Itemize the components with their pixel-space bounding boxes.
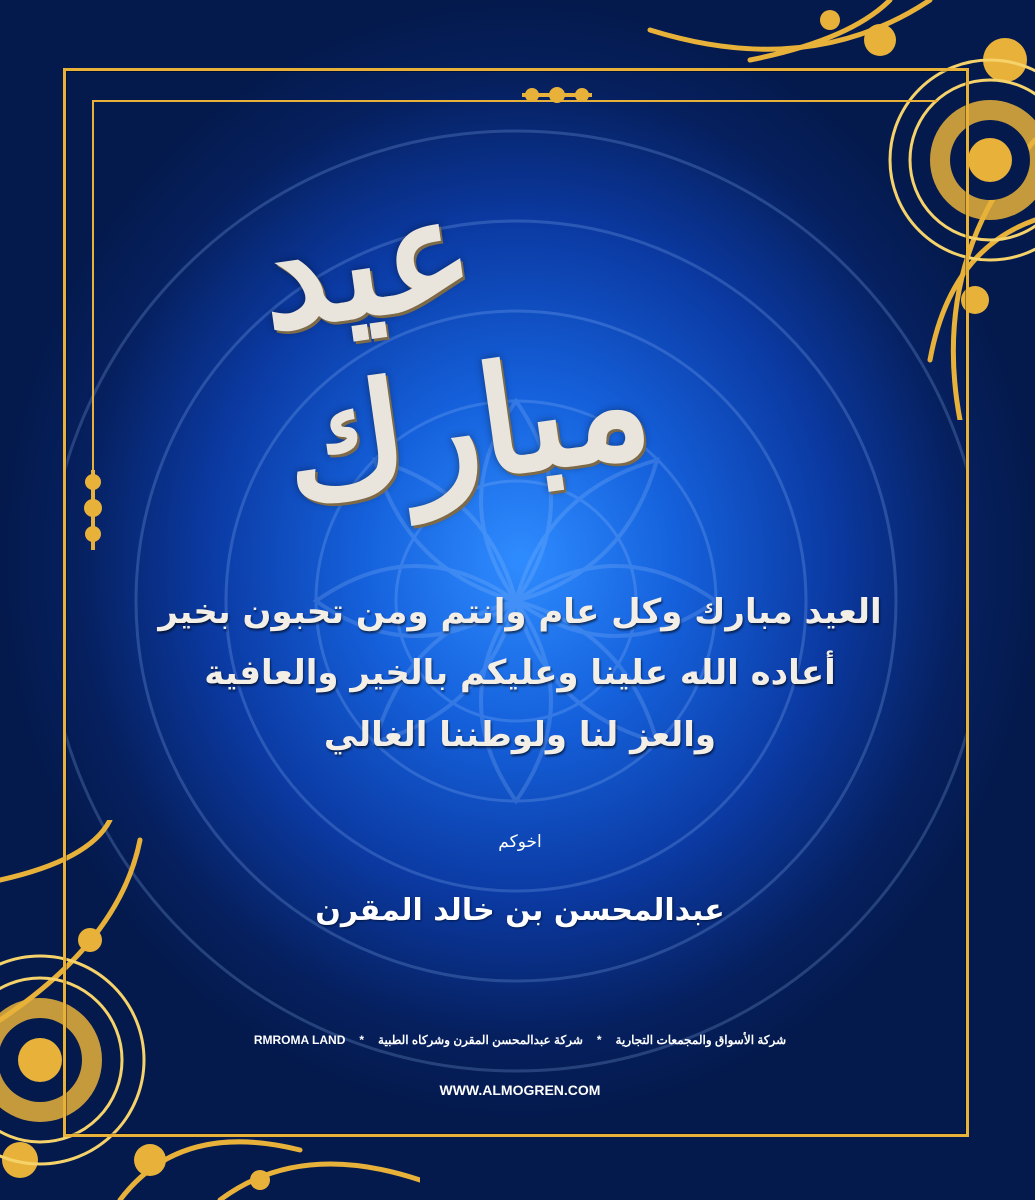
separator-1: * [596,1033,602,1047]
inner-frame-line-left [92,100,94,480]
greeting-line-2: أعاده الله علينا وعليكم بالخير والعافية [204,653,836,693]
bead-ornament-top [522,85,592,105]
bead-ornament-left [82,470,104,550]
footer-companies [150,1033,890,1047]
company-3: RMROMA LAND [253,1033,346,1047]
signature-label: اخوكم [498,832,542,852]
company-2: شركة عبدالمحسن المقرن وشركاه الطبية [378,1033,583,1047]
company-1: شركة الأسواق والمجمعات التجارية [615,1033,787,1047]
greeting-line-3: والعز لنا ولوطننا الغالي [323,715,717,755]
greeting-line-1: العيد مبارك وكل عام وانتم ومن تحبون بخير [158,592,882,632]
website-link[interactable]: WWW.ALMOGREN.COM [439,1082,601,1098]
separator-2: * [359,1033,365,1047]
inner-frame-line-top [92,100,938,102]
signature-name: عبدالمحسن بن خالد المقرن [315,893,725,928]
eid-mubarak-calligraphy [247,140,770,540]
calligraphy-title: عيد مبارك [247,160,661,540]
